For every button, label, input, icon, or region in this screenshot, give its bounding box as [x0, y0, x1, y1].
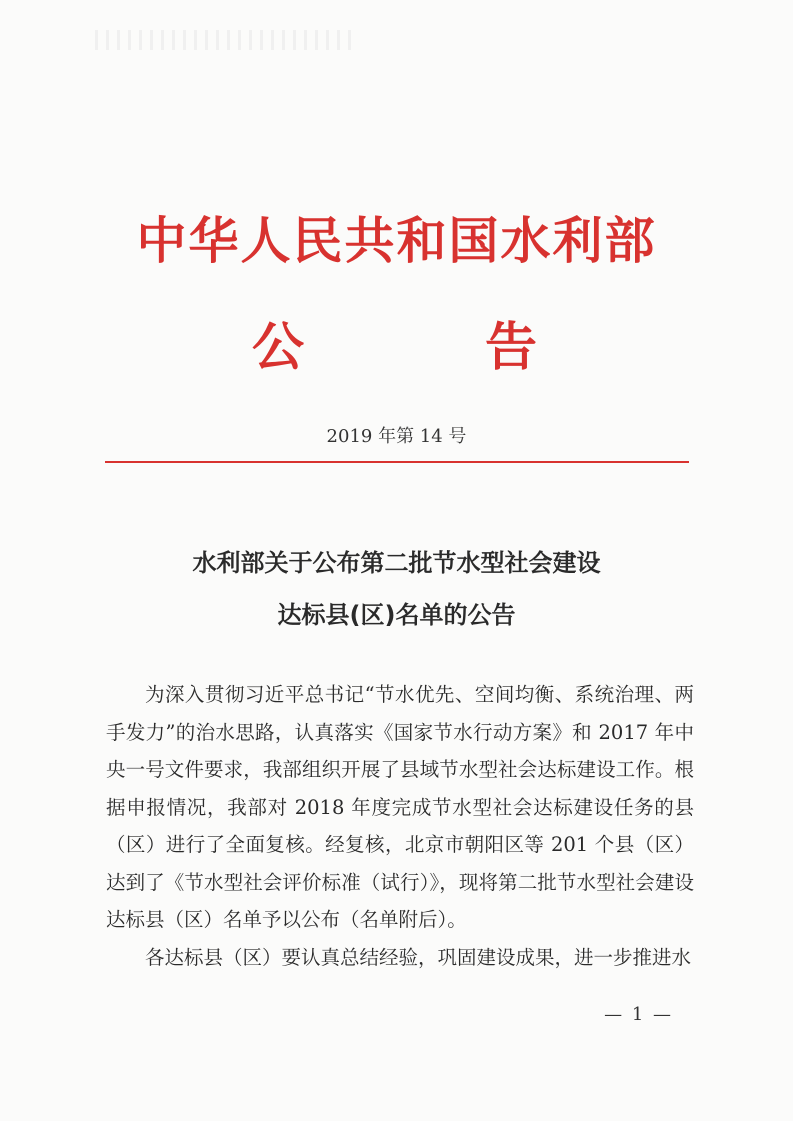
title-line-1: 水利部关于公布第二批节水型社会建设 — [192, 549, 601, 577]
body-paragraph-1: 为深入贯彻习近平总书记“节水优先、空间均衡、系统治理、两手发力”的治水思路，认真落实《国家节水行动方案》和 2017 年中央一号文件要求，我部组织开展了县域节水型社会达标建设工作。根据申报情况，我部对 2018 年度完成节水型社会达标建设任务的县（区）进行了全面复核。经复核，北京市朝阳区等 201 个县（区）达到了《节水型社会评价标准（试行）》，现将第二批节水型社会建设达标县（区）名单予以公布（名单附后）。 — [106, 683, 694, 931]
agency-header: 中华人民共和国水利部 — [136, 212, 657, 270]
document-number: 2019 年第 14 号 — [326, 426, 467, 447]
notice-header-char-2: 告 — [485, 318, 538, 378]
title-line-2: 达标县(区)名单的公告 — [277, 601, 516, 629]
scan-artifact — [95, 30, 355, 50]
header-divider — [105, 461, 689, 463]
body-paragraph-2: 各达标县（区）要认真总结经验，巩固建设成果，进一步推进水 — [145, 945, 692, 969]
page-number: — 1 — — [604, 1004, 673, 1025]
notice-header — [0, 318, 793, 378]
document-title — [0, 537, 793, 641]
notice-header-char-1: 公 — [252, 318, 305, 378]
document-body — [106, 676, 694, 976]
